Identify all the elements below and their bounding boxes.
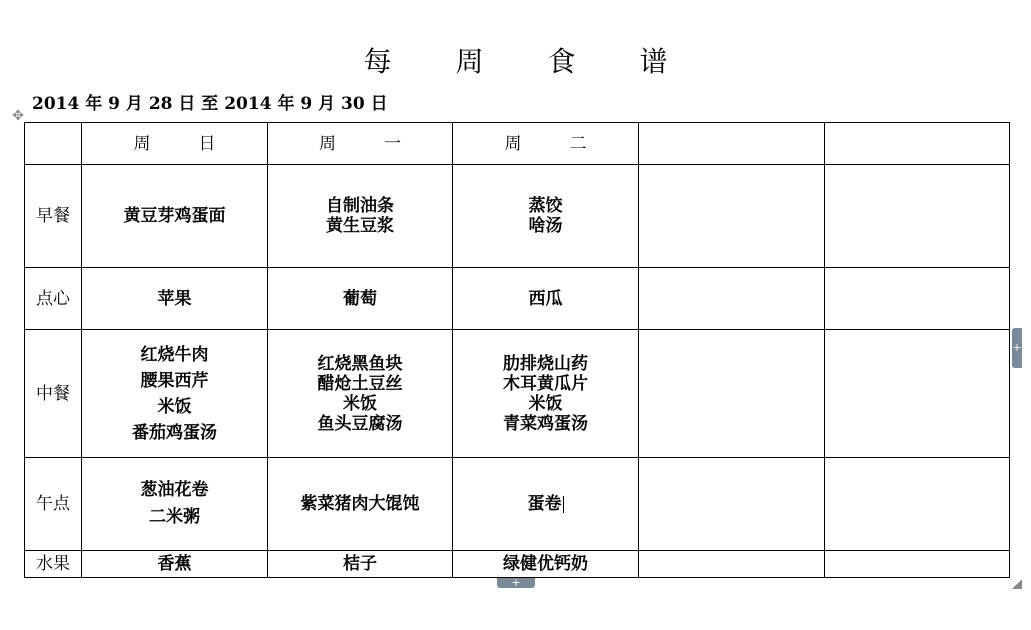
table-row (25, 165, 1010, 268)
meal-label[interactable]: 早餐 (25, 165, 82, 268)
menu-cell[interactable]: 黄豆芽鸡蛋面 (82, 165, 268, 268)
menu-cell[interactable]: 西瓜 (453, 268, 639, 330)
menu-cell[interactable] (825, 551, 1010, 578)
menu-table (24, 122, 1010, 578)
menu-cell[interactable]: 紫菜猪肉大馄饨 (268, 458, 453, 551)
table-row (25, 268, 1010, 330)
table-resize-icon[interactable] (1012, 579, 1022, 589)
menu-cell[interactable] (825, 458, 1010, 551)
menu-cell[interactable] (639, 551, 825, 578)
title-char: 食 (547, 45, 576, 78)
day-header[interactable] (825, 123, 1010, 165)
text-cursor (563, 496, 564, 513)
table-row (25, 551, 1010, 578)
menu-cell[interactable] (825, 268, 1010, 330)
title-char: 周 (455, 45, 484, 78)
menu-cell[interactable]: 自制油条 黄生豆浆 (268, 165, 453, 268)
day-header[interactable]: 周 二 (453, 123, 639, 165)
add-row-icon[interactable]: + (1012, 328, 1022, 368)
menu-cell[interactable] (639, 330, 825, 458)
date-range: 2014 年 9 月 28 日 至 2014 年 9 月 30 日 (32, 94, 388, 114)
menu-cell[interactable]: 肋排烧山药 木耳黄瓜片 米饭 青菜鸡蛋汤 (453, 330, 639, 458)
menu-cell[interactable]: 红烧黑鱼块 醋炝土豆丝 米饭 鱼头豆腐汤 (268, 330, 453, 458)
menu-cell[interactable]: 苹果 (82, 268, 268, 330)
meal-label[interactable]: 中餐 (25, 330, 82, 458)
day-header[interactable]: 周 日 (82, 123, 268, 165)
title-char: 每 (363, 45, 392, 78)
menu-cell[interactable] (825, 165, 1010, 268)
page-title (0, 40, 1031, 80)
menu-cell[interactable]: 葱油花卷 二米粥 (82, 458, 268, 551)
meal-label[interactable]: 点心 (25, 268, 82, 330)
menu-cell[interactable]: 绿健优钙奶 (453, 551, 639, 578)
menu-cell[interactable]: 红烧牛肉 腰果西芹 米饭 番茄鸡蛋汤 (82, 330, 268, 458)
corner-cell[interactable] (25, 123, 82, 165)
menu-cell[interactable]: 葡萄 (268, 268, 453, 330)
menu-cell[interactable] (639, 458, 825, 551)
day-header[interactable] (639, 123, 825, 165)
meal-label[interactable]: 水果 (25, 551, 82, 578)
table-row (25, 458, 1010, 551)
table-header-row (25, 123, 1010, 165)
menu-cell[interactable] (639, 165, 825, 268)
table-row (25, 330, 1010, 458)
day-header[interactable]: 周 一 (268, 123, 453, 165)
menu-cell[interactable] (639, 268, 825, 330)
menu-cell[interactable]: 桔子 (268, 551, 453, 578)
meal-label[interactable]: 午点 (25, 458, 82, 551)
move-icon[interactable]: ✥ (12, 108, 24, 124)
add-column-icon[interactable]: + (497, 578, 535, 588)
menu-cell[interactable]: 香蕉 (82, 551, 268, 578)
title-char: 谱 (639, 45, 668, 78)
menu-cell[interactable]: 蒸饺 啥汤 (453, 165, 639, 268)
menu-cell[interactable]: 蛋卷 (453, 458, 639, 551)
menu-cell[interactable] (825, 330, 1010, 458)
